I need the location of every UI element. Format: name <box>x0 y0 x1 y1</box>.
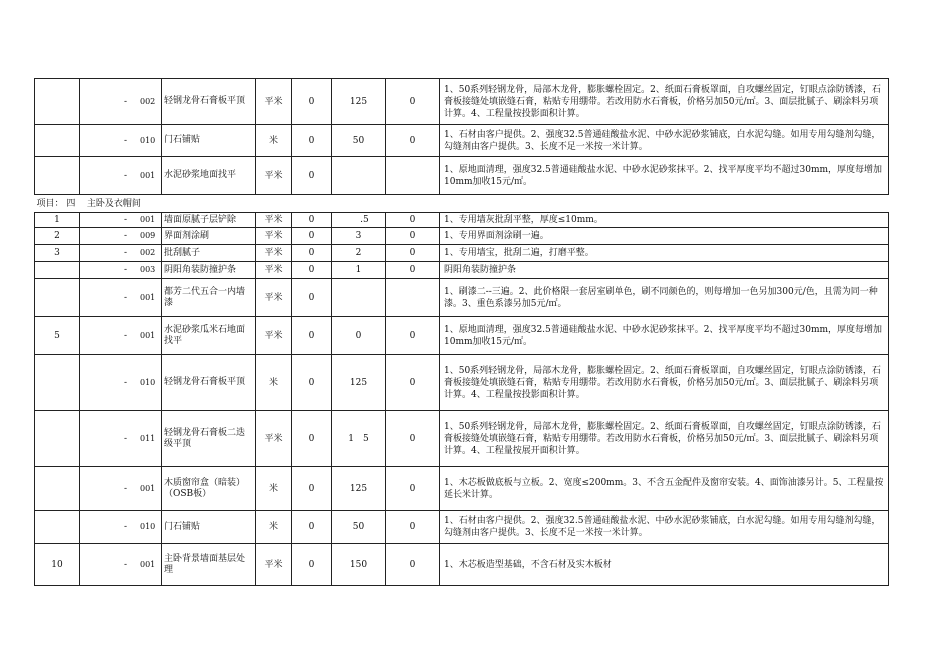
item-description: 1、原地面清理，强度32.5普通硅酸盐水泥、中砂水泥砂浆抹平。2、找平厚度平均不超过30mm，厚度每增加10mm加收15元/㎡。 <box>440 317 889 355</box>
item-description: 1、专用墙灰批刮平整，厚度≤10mm。 <box>440 213 889 228</box>
item-code <box>80 544 162 586</box>
item-quantity: 0 <box>292 511 332 544</box>
item-total <box>386 279 440 317</box>
table-row <box>35 125 889 157</box>
table-row <box>35 228 889 245</box>
item-quantity: 0 <box>292 467 332 511</box>
item-quantity: 0 <box>292 279 332 317</box>
item-unit: 平米 <box>256 79 292 125</box>
item-description: 1、专用墙宝，批刮二遍，打磨平整。 <box>440 245 889 262</box>
item-name: 轻钢龙骨石膏板平顶 <box>162 79 256 125</box>
item-quantity: 0 <box>292 79 332 125</box>
row-index <box>35 355 80 411</box>
item-name: 阴阳角装防撞护条 <box>162 262 256 279</box>
item-unit: 米 <box>256 355 292 411</box>
item-total: 0 <box>386 228 440 245</box>
item-quantity: 0 <box>292 355 332 411</box>
row-index: 2 <box>35 228 80 245</box>
item-unit: 平米 <box>256 317 292 355</box>
table-row <box>35 79 889 125</box>
item-description: 1、专用界面剂涂刷一遍。 <box>440 228 889 245</box>
table-row <box>35 157 889 195</box>
code-dash: - <box>124 377 128 388</box>
item-quantity: 0 <box>292 245 332 262</box>
item-price: 50 <box>332 511 386 544</box>
item-name: 主卧背景墙面基层处理 <box>162 544 256 586</box>
table-body-top <box>35 79 889 195</box>
section-header <box>35 195 889 213</box>
row-index: 3 <box>35 245 80 262</box>
item-description: 1、50系列轻钢龙骨，局部木龙骨，膨胀螺栓固定。2、纸面石膏板罩面，自攻螺丝固定，钉眼点涂防锈漆，石膏板接缝处填嵌缝石膏，粘贴专用绷带。若改用防水石膏板，价格另加50元/㎡。3、面层批腻子、刷涂料另项计算。4、工程量按投影面积计算。 <box>440 79 889 125</box>
item-price: 125 <box>332 79 386 125</box>
item-code <box>80 511 162 544</box>
code-dash: - <box>124 559 128 570</box>
section-label: 项目： <box>36 198 64 209</box>
item-code <box>80 245 162 262</box>
item-name: 轻钢龙骨石膏板平顶 <box>162 355 256 411</box>
code-dash: - <box>124 135 128 146</box>
code-number: 003 <box>140 265 156 274</box>
item-quantity: 0 <box>292 125 332 157</box>
quotation-table <box>34 78 889 586</box>
item-price: 0 <box>332 317 386 355</box>
row-index: 5 <box>35 317 80 355</box>
quotation-sheet <box>34 78 888 586</box>
code-dash: - <box>124 292 128 303</box>
item-description: 阴阳角装防撞护条 <box>440 262 889 279</box>
row-index: 1 <box>35 213 80 228</box>
item-name: 门石铺贴 <box>162 125 256 157</box>
item-description: 1、木芯板做底板与立板。2、宽度≤200mm。3、不含五金配件及窗帘安装。4、面饰油漆另计。5、工程量按延长米计算。 <box>440 467 889 511</box>
item-unit: 平米 <box>256 157 292 195</box>
item-total: 0 <box>386 511 440 544</box>
row-index <box>35 157 80 195</box>
item-quantity: 0 <box>292 157 332 195</box>
item-name: 轻钢龙骨石膏板二迭级平顶 <box>162 411 256 467</box>
code-dash: - <box>124 330 128 341</box>
item-name: 门石铺贴 <box>162 511 256 544</box>
section-row <box>35 195 889 213</box>
code-number: 001 <box>140 170 156 180</box>
item-code <box>80 317 162 355</box>
item-quantity: 0 <box>292 411 332 467</box>
item-code <box>80 79 162 125</box>
item-quantity: 0 <box>292 317 332 355</box>
item-unit: 平米 <box>256 228 292 245</box>
code-dash: - <box>124 215 128 225</box>
code-number: 001 <box>140 330 156 340</box>
item-code <box>80 279 162 317</box>
item-unit: 平米 <box>256 411 292 467</box>
item-price <box>332 279 386 317</box>
table-row <box>35 467 889 511</box>
code-number: 002 <box>140 248 156 257</box>
table-row <box>35 544 889 586</box>
item-total: 0 <box>386 355 440 411</box>
code-number: 001 <box>140 292 156 302</box>
item-code <box>80 355 162 411</box>
table-row <box>35 279 889 317</box>
item-description: 1、石材由客户提供。2、强度32.5普通硅酸盐水泥、中砂水泥砂浆铺底，白水泥勾缝。如用专用勾缝剂勾缝，勾缝剂由客户提供。3、长度不足一米按一米计算。 <box>440 511 889 544</box>
item-unit: 平米 <box>256 213 292 228</box>
table-row <box>35 511 889 544</box>
item-code <box>80 228 162 245</box>
item-name: 木质窗帘盒（暗装）（OSB板） <box>162 467 256 511</box>
code-number: 010 <box>140 522 156 531</box>
item-unit: 平米 <box>256 279 292 317</box>
item-unit: 米 <box>256 511 292 544</box>
code-number: 009 <box>140 231 156 240</box>
item-unit: 平米 <box>256 262 292 279</box>
item-price <box>332 157 386 195</box>
item-total: 0 <box>386 245 440 262</box>
item-unit: 米 <box>256 125 292 157</box>
item-quantity: 0 <box>292 213 332 228</box>
item-total: 0 <box>386 79 440 125</box>
code-number: 010 <box>140 377 156 387</box>
row-index <box>35 125 80 157</box>
code-dash: - <box>124 170 128 181</box>
code-number: 001 <box>140 559 156 569</box>
item-description: 1、50系列轻钢龙骨，局部木龙骨，膨胀螺栓固定。2、纸面石膏板罩面，自攻螺丝固定，钉眼点涂防锈漆，石膏板接缝处填嵌缝石膏，粘贴专用绷带。若改用防水石膏板，价格另加50元/㎡。3、面层批腻子、刷涂料另项计算。4、工程量按展开面积计算。 <box>440 411 889 467</box>
item-total: 0 <box>386 262 440 279</box>
row-index <box>35 411 80 467</box>
item-price: 1 5 <box>332 411 386 467</box>
section-title <box>35 195 889 213</box>
code-number: 002 <box>140 96 156 106</box>
item-price: 150 <box>332 544 386 586</box>
item-code <box>80 467 162 511</box>
item-description: 1、原地面清理，强度32.5普通硅酸盐水泥、中砂水泥砂浆抹平。2、找平厚度平均不超过30mm，厚度每增加10mm加收15元/㎡。 <box>440 157 889 195</box>
code-number: 001 <box>140 215 156 224</box>
item-price: 125 <box>332 355 386 411</box>
row-index <box>35 279 80 317</box>
item-total: 0 <box>386 544 440 586</box>
section-num: 四 <box>66 198 76 209</box>
item-code <box>80 213 162 228</box>
item-name: 都芳二代五合一内墙漆 <box>162 279 256 317</box>
code-dash: - <box>124 265 128 275</box>
item-price: 50 <box>332 125 386 157</box>
item-name: 批刮腻子 <box>162 245 256 262</box>
item-price: 2 <box>332 245 386 262</box>
table-row <box>35 355 889 411</box>
item-description: 1、木芯板造型基础，不含石材及实木板材 <box>440 544 889 586</box>
item-total: 0 <box>386 467 440 511</box>
table-row <box>35 317 889 355</box>
item-code <box>80 157 162 195</box>
item-price: 125 <box>332 467 386 511</box>
row-index <box>35 511 80 544</box>
item-total: 0 <box>386 125 440 157</box>
item-name: 墙面原腻子层铲除 <box>162 213 256 228</box>
item-price: 1 <box>332 262 386 279</box>
code-dash: - <box>124 96 128 107</box>
item-code <box>80 125 162 157</box>
item-price: .5 <box>332 213 386 228</box>
item-description: 1、50系列轻钢龙骨，局部木龙骨，膨胀螺栓固定。2、纸面石膏板罩面，自攻螺丝固定，钉眼点涂防锈漆，石膏板接缝处填嵌缝石膏，粘贴专用绷带。若改用防水石膏板，价格另加50元/㎡。3、面层批腻子、刷涂料另项计算。4、工程量按投影面积计算。 <box>440 355 889 411</box>
item-unit: 平米 <box>256 245 292 262</box>
row-index <box>35 467 80 511</box>
code-number: 011 <box>140 433 156 443</box>
item-quantity: 0 <box>292 262 332 279</box>
table-body-bottom <box>35 213 889 586</box>
item-total <box>386 157 440 195</box>
row-index <box>35 262 80 279</box>
row-index <box>35 79 80 125</box>
item-price: 3 <box>332 228 386 245</box>
item-unit: 平米 <box>256 544 292 586</box>
row-index: 10 <box>35 544 80 586</box>
code-number: 010 <box>140 135 156 145</box>
code-dash: - <box>124 433 128 444</box>
item-description: 1、刷漆二--三遍。2、此价格限一套居室刷单色，刷不同颜色的，则每增加一色另加300元/色，且需为同一种漆。3、重色系漆另加5元/㎡。 <box>440 279 889 317</box>
table-row <box>35 213 889 228</box>
item-total: 0 <box>386 213 440 228</box>
item-description: 1、石材由客户提供。2、强度32.5普通硅酸盐水泥、中砂水泥砂浆铺底，白水泥勾缝。如用专用勾缝剂勾缝，勾缝剂由客户提供。3、长度不足一米按一米计算。 <box>440 125 889 157</box>
code-dash: - <box>124 522 128 532</box>
item-name: 水泥砂浆瓜米石地面找平 <box>162 317 256 355</box>
item-total: 0 <box>386 317 440 355</box>
code-dash: - <box>124 483 128 494</box>
item-unit: 米 <box>256 467 292 511</box>
code-dash: - <box>124 231 128 241</box>
table-row <box>35 411 889 467</box>
table-row <box>35 262 889 279</box>
section-name: 主卧及衣帽间 <box>86 198 141 209</box>
item-quantity: 0 <box>292 228 332 245</box>
item-name: 水泥砂浆地面找平 <box>162 157 256 195</box>
code-dash: - <box>124 248 128 258</box>
code-number: 001 <box>140 483 156 493</box>
table-row <box>35 245 889 262</box>
item-total: 0 <box>386 411 440 467</box>
item-quantity: 0 <box>292 544 332 586</box>
item-code <box>80 411 162 467</box>
item-code <box>80 262 162 279</box>
item-name: 界面剂涂刷 <box>162 228 256 245</box>
